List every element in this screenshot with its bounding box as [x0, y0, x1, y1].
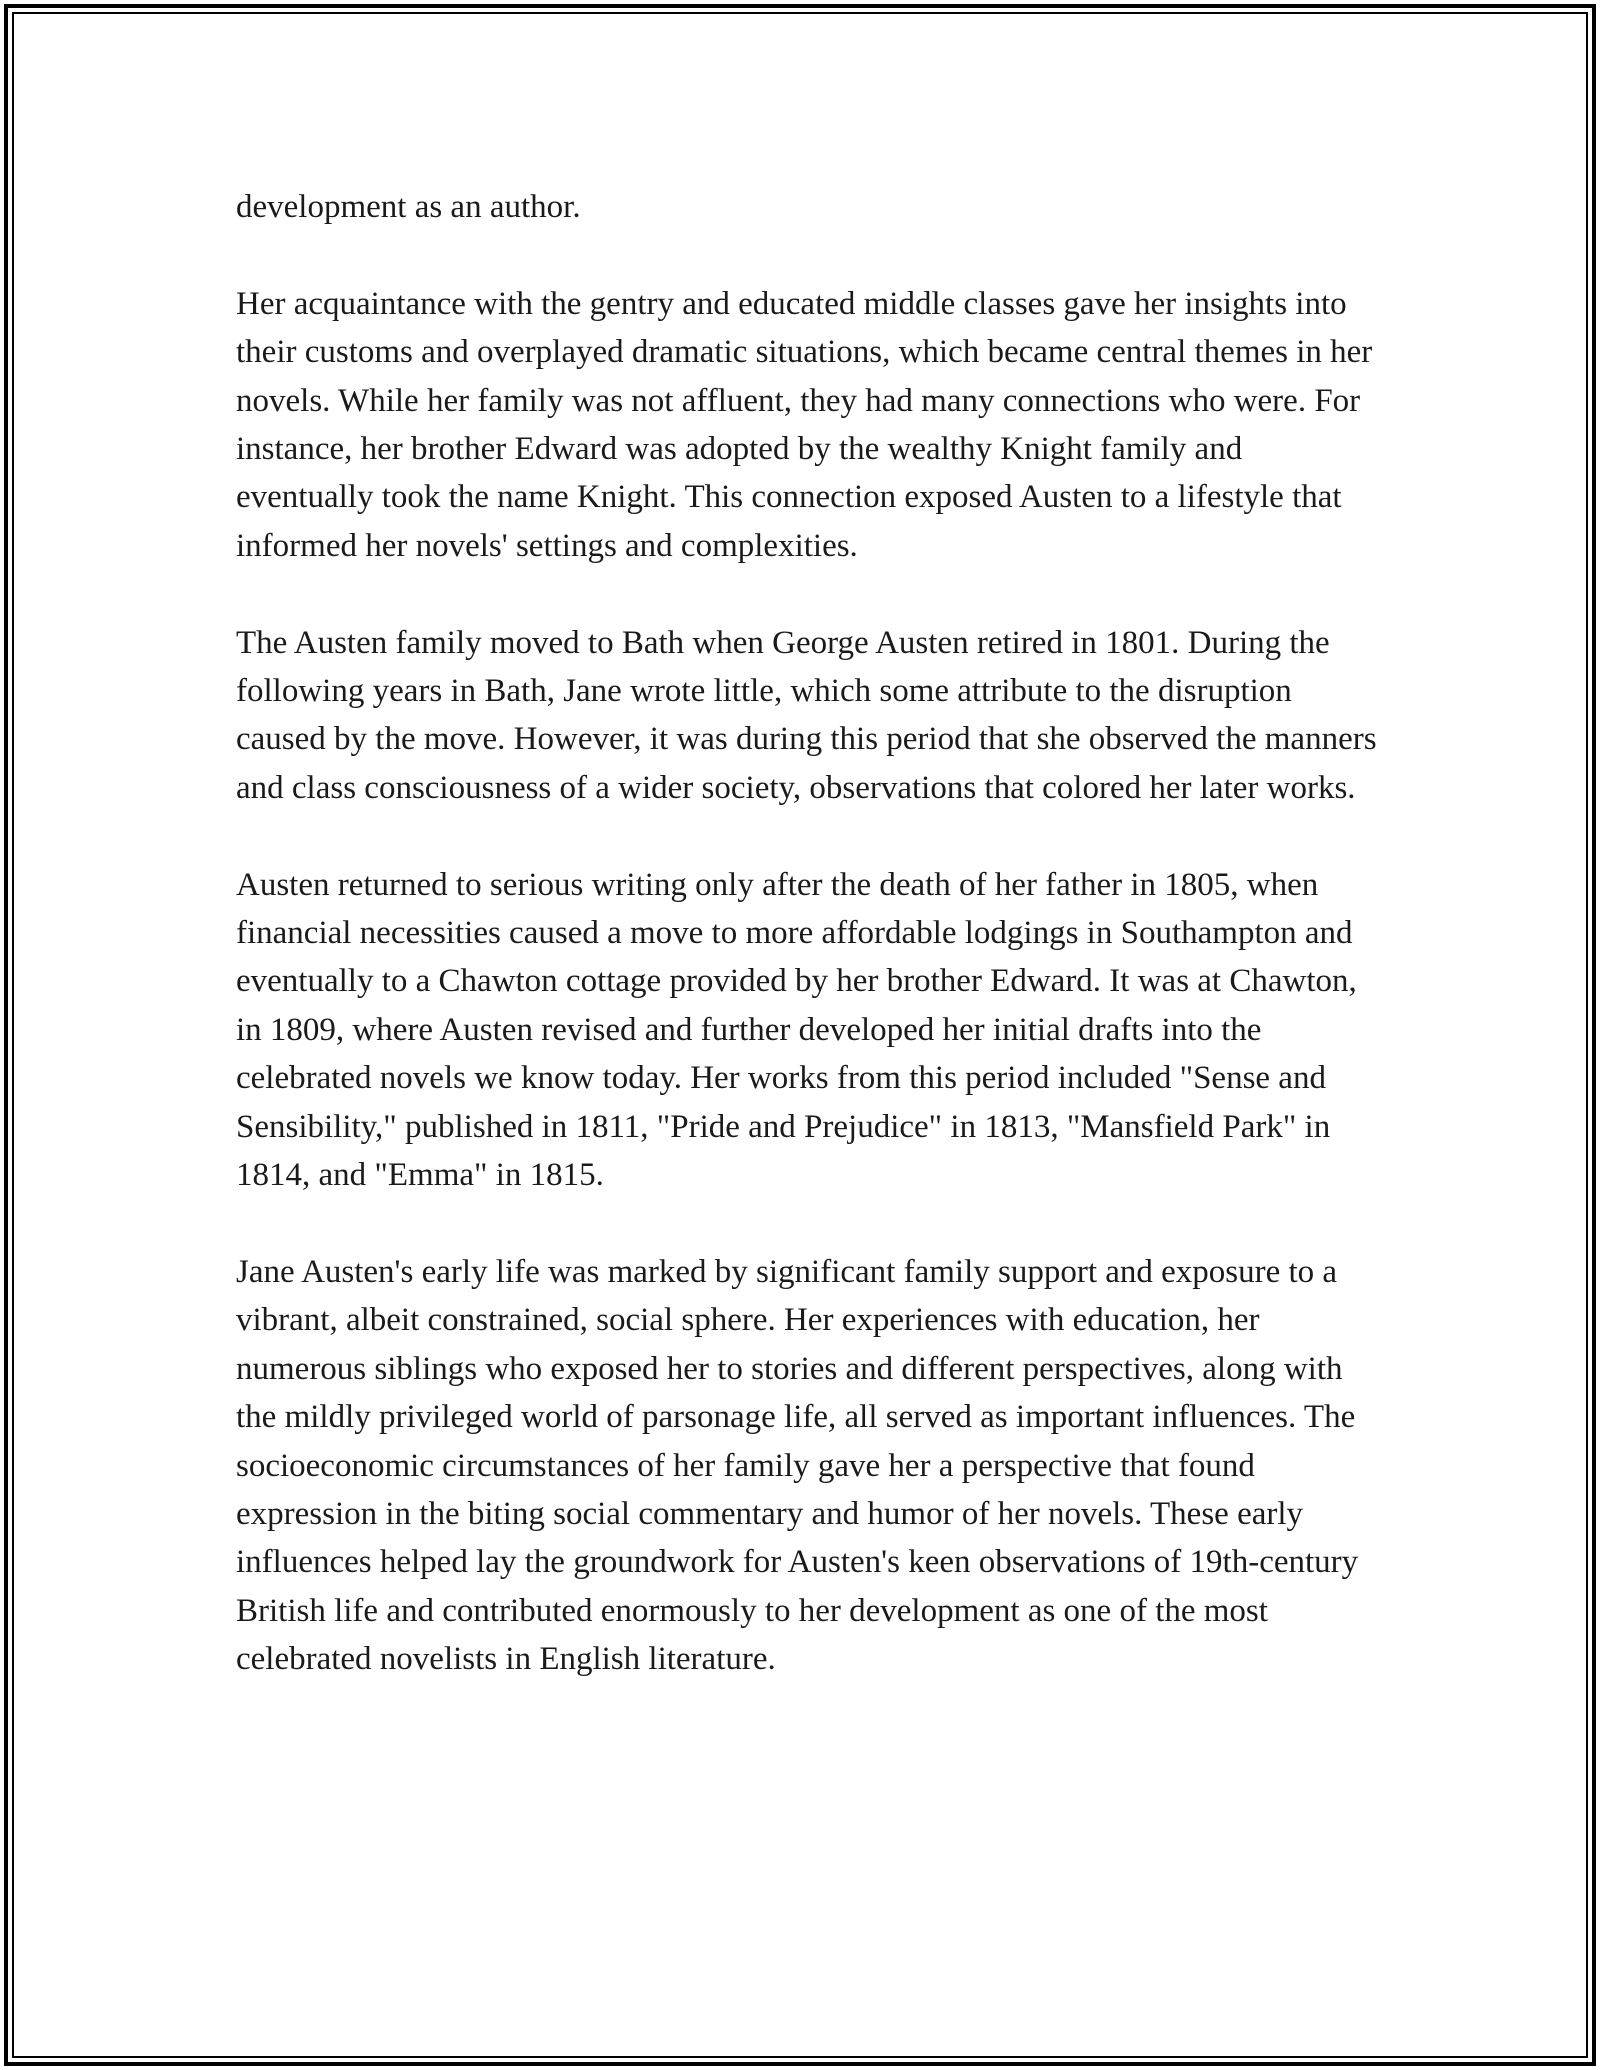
paragraph-bath-move: The Austen family moved to Bath when George Austen retired in 1801. During the following years in Bath, Jane wrote little, which some attribute to the disruption caused by the move. However, it was during this period that she observed the manners and class consciousness of a wider society, observations that colored her later works.: [236, 624, 1377, 806]
paragraph-continuation: development as an author.: [236, 189, 581, 225]
paragraph-chawton-writing: Austen returned to serious writing only after the death of her father in 1805, when financial necessities caused a move to more affordable lodgings in Southampton and eventually to a Chawton cottage provided by her brother Edward. It was at Chawton, in 1809, where Austen revised and further developed her initial drafts into the celebrated novels we know today. Her works from this period included "Sense and Sensibility," published in 1811, "Pride and Prejudice" in 1813, "Mansfield Park" in 1814, and "Emma" in 1815.: [236, 866, 1357, 1194]
paragraph-early-life-summary: Jane Austen's early life was marked by significant family support and exposure to a vibrant, albeit constrained, social sphere. Her experiences with education, her numerous siblings who exposed her to stories and different perspectives, along with the mildly privileged world of parsonage life, all served as important influences. The socioeconomic circumstances of her family gave her a perspective that found expression in the biting social commentary and humor of her novels. These early influences helped lay the groundwork for Austen's keen observations of 19th-century British life and contributed enormously to her development as one of the most celebrated novelists in English literature.: [236, 1253, 1359, 1678]
document-body: [236, 183, 1386, 1732]
paragraph-gentry-connections: Her acquaintance with the gentry and educated middle classes gave her insights into their customs and overplayed dramatic situations, which became central themes in her novels. While her family was not affluent, they had many connections who were. For instance, her brother Edward was adopted by the wealthy Knight family and eventually took the name Knight. This connection exposed Austen to a lifestyle that informed her novels' settings and complexities.: [236, 285, 1373, 564]
